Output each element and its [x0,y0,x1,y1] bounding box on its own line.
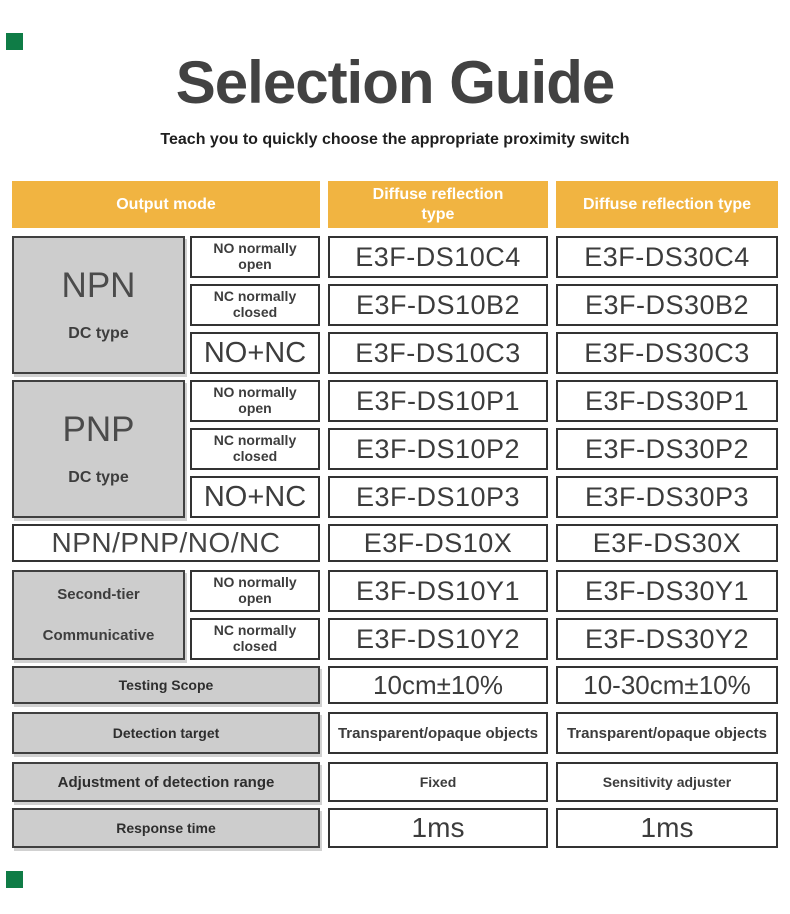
spec-row-response-time [12,808,778,848]
pnp-mode-nc [190,428,320,470]
model-cell: E3F-DS10X [328,524,548,562]
model-cell: E3F-DS30C3 [556,332,778,374]
model-cell: E3F-DS30C4 [556,236,778,278]
spec-value: 1ms [328,808,548,848]
pnp-dc-type-label: DC type [68,468,129,486]
model-cell: E3F-DS10P2 [328,428,548,470]
spec-value: 10-30cm±10% [556,666,778,704]
mode-line: NO normally [213,240,297,257]
mode-line: NC normally [213,288,297,305]
header-diffuse-ds30: Diffuse reflection type [556,181,778,228]
npn-label: NPN [61,265,136,305]
mode-line: NC normally [213,432,297,449]
mode-line: open [238,590,272,606]
spec-value: 10cm±10% [328,666,548,704]
model-cell: E3F-DS10Y2 [328,618,548,660]
pnp-block [12,380,185,518]
model-cell: E3F-DS10C4 [328,236,548,278]
spec-value: Sensitivity adjuster [556,762,778,802]
model-cell: E3F-DS10B2 [328,284,548,326]
selection-table [12,181,778,848]
spec-label: Testing Scope [12,666,320,704]
model-cell: E3F-DS30X [556,524,778,562]
mode-line: NO normally [213,574,297,591]
header-row [12,181,778,228]
second-tier-group-row [12,570,778,660]
universal-label: NPN/PNP/NO/NC [12,524,320,562]
universal-row [12,524,778,562]
spec-label: Response time [12,808,320,848]
model-cell: E3F-DS10P1 [328,380,548,422]
mode-line: NC normally [213,622,297,639]
second-tier-block [12,570,185,660]
spec-label: Detection target [12,712,320,754]
npn-mode-nc [190,284,320,326]
mode-line: closed [232,304,278,320]
npn-mode-no [190,236,320,278]
pnp-mode-nonc: NO+NC [190,476,320,518]
header-diffuse-ds10 [328,181,548,228]
spec-value: Fixed [328,762,548,802]
model-cell: E3F-DS30Y1 [556,570,778,612]
npn-block [12,236,185,374]
mode-line: NO normally [213,384,297,401]
pnp-group-row [12,380,778,518]
mode-line: open [238,400,272,416]
model-cell: E3F-DS30P1 [556,380,778,422]
spec-row-adjustment [12,762,778,802]
model-cell: E3F-DS30Y2 [556,618,778,660]
header-diffuse-line1: Diffuse reflection [372,186,504,204]
model-cell: E3F-DS30P2 [556,428,778,470]
spec-value: Transparent/opaque objects [556,712,778,754]
second-tier-label: Second-tier [57,586,140,603]
spec-row-testing-scope [12,666,778,704]
second-mode-nc [190,618,320,660]
header-diffuse-line2: type [421,205,455,223]
model-cell: E3F-DS10P3 [328,476,548,518]
npn-group-row [12,236,778,374]
spec-value: Transparent/opaque objects [328,712,548,754]
page-title: Selection Guide [175,49,615,116]
spec-label: Adjustment of detection range [12,762,320,802]
spec-value: 1ms [556,808,778,848]
pnp-label: PNP [62,409,135,449]
second-mode-no [190,570,320,612]
npn-mode-nonc: NO+NC [190,332,320,374]
mode-line: closed [232,638,278,654]
model-cell: E3F-DS30B2 [556,284,778,326]
mode-line: closed [232,448,278,464]
green-marker-icon [6,871,23,888]
model-cell: E3F-DS30P3 [556,476,778,518]
header-output-mode: Output mode [12,181,320,228]
spec-row-detection-target [12,712,778,754]
model-cell: E3F-DS10Y1 [328,570,548,612]
model-cell: E3F-DS10C3 [328,332,548,374]
pnp-mode-no [190,380,320,422]
page-subtitle: Teach you to quickly choose the appropriate proximity switch [160,131,630,148]
communicative-label: Communicative [42,627,155,644]
npn-dc-type-label: DC type [68,324,129,342]
mode-line: open [238,256,272,272]
